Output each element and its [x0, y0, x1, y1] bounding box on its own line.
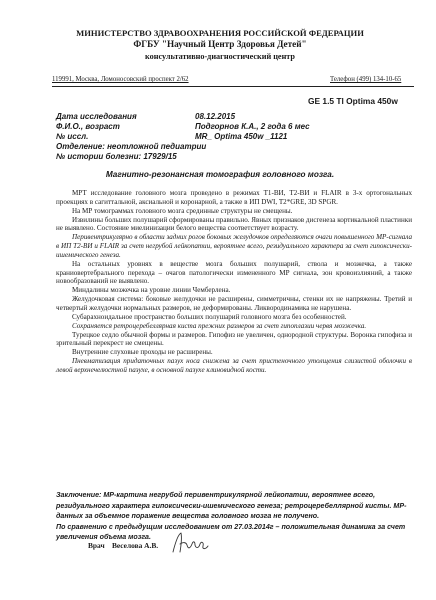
conclusion-text: Заключение: МР-картина негрубой перивентрикулярной лейкопатии, вероятнее всего, резидуального характера гипоксически-ишемического генеза; ретроцеребеллярной кисты. МР-данных за объемное поражение вещества головного мозга не получено.	[56, 491, 407, 520]
doctor-name: Врач Веселова А.В.	[88, 541, 159, 550]
comparison-text: По сравнению с предыдущим исследованием от 27.03.2014г – положительная динамика за счет увеличения объема мозга.	[56, 522, 406, 541]
paragraph: МРТ исследование головного мозга проведено в режимах Т1-ВИ, Т2-ВИ и FLAIR в 3-х ортогональных проекциях в сагиттальной, аксиальной и коронарной, а также в ИП DWI, T2*GRE, 3D SPGR.	[56, 189, 412, 206]
paragraph: На остальных уровнях в веществе мозга больших полушарий, ствола и мозжечка, а также краниовертебрального перехода – очагов патологически измененного МР сигнала, зон кровоизлияний, а также новообразований не выявлено.	[56, 259, 412, 286]
patient-value: Подгорнов К.А., 2 года 6 мес	[195, 122, 310, 131]
paragraph: Желудочковая система: боковые желудочки не расширены, симметричны, стенки их не напряжены. Третий и четвертый желудочки нормальных размеров, не деформированы. Ликвородинамика не нарушена.	[56, 295, 412, 312]
report-title: Магнитно-резонансная томография головного мозга.	[105, 170, 335, 179]
paragraph: Сохраняется ретроцеребеллярная киста прежних размеров за счет гипоплазии червя мозжечка.	[72, 321, 367, 330]
history-number: № истории болезни: 17929/15	[56, 152, 177, 161]
paragraph: На МР томограммах головного мозга срединные структуры не смещены.	[72, 206, 293, 215]
header-divider	[52, 86, 414, 87]
paragraph: Извилины больших полушарий сформированы правильно. Явных признаков дисгенеза кортикальной пластинки не выявлено. Состояние миелинизации белого вещества соответствует возрасту.	[56, 215, 412, 233]
study-value: MR_ Optima 450w _1121	[195, 132, 288, 141]
address: 119991, Москва, Ломоносовский проспект 2/62	[52, 76, 189, 83]
report-body	[56, 189, 412, 375]
paragraph: Миндалины мозжечка на уровне линии Чемберлена.	[72, 286, 231, 295]
paragraph: Пневматизация придаточных пазух носа снижена за счет пристеночного утолщения слизистой оболочки в левой верхнечелюстной пазухе, в основной пазухе клиновидной кости.	[56, 357, 412, 374]
ministry-header: МИНИСТЕРСТВО ЗДРАВООХРАНЕНИЯ РОССИЙСКОЙ ФЕДЕРАЦИИ	[76, 28, 364, 38]
patient-label: Ф.И.О., возраст	[56, 122, 120, 131]
conclusion	[56, 490, 412, 543]
paragraph: Перивентрикулярно в области задних рогов боковых желудочков определяются очаги повышенного МР-сигнала в ИП Т2-ВИ и FLAIR за счет негрубой лейкопатии, вероятнее всего, резидуального характера за счет гипоксически-ишемического генеза.	[56, 233, 412, 259]
department: Отделение: неотложной педиатрии	[56, 142, 207, 151]
study-label: № иссл.	[56, 132, 89, 141]
date-label: Дата исследования	[56, 112, 137, 121]
paragraph: Турецкое седло обычной формы и размеров. Гипофиз не увеличен, однородной структуры. Воронка гипофиза и зрительный перекрест не смещены.	[56, 330, 412, 348]
paragraph: Субарахноидальное пространство больших полушарий головного мозга без особенностей.	[72, 312, 347, 321]
device-label: GE 1.5 Tl Optima 450w	[308, 96, 398, 106]
institution-name: ФГБУ "Научный Центр Здоровья Детей"	[133, 39, 307, 49]
date-value: 08.12.2015	[195, 112, 236, 121]
signature	[170, 530, 210, 556]
paragraph: Внутренние слуховые проходы не расширены.	[72, 348, 213, 357]
phone: Телефон (499) 134-10-65	[330, 76, 402, 83]
center-name: консультативно-диагностический центр	[145, 52, 295, 61]
